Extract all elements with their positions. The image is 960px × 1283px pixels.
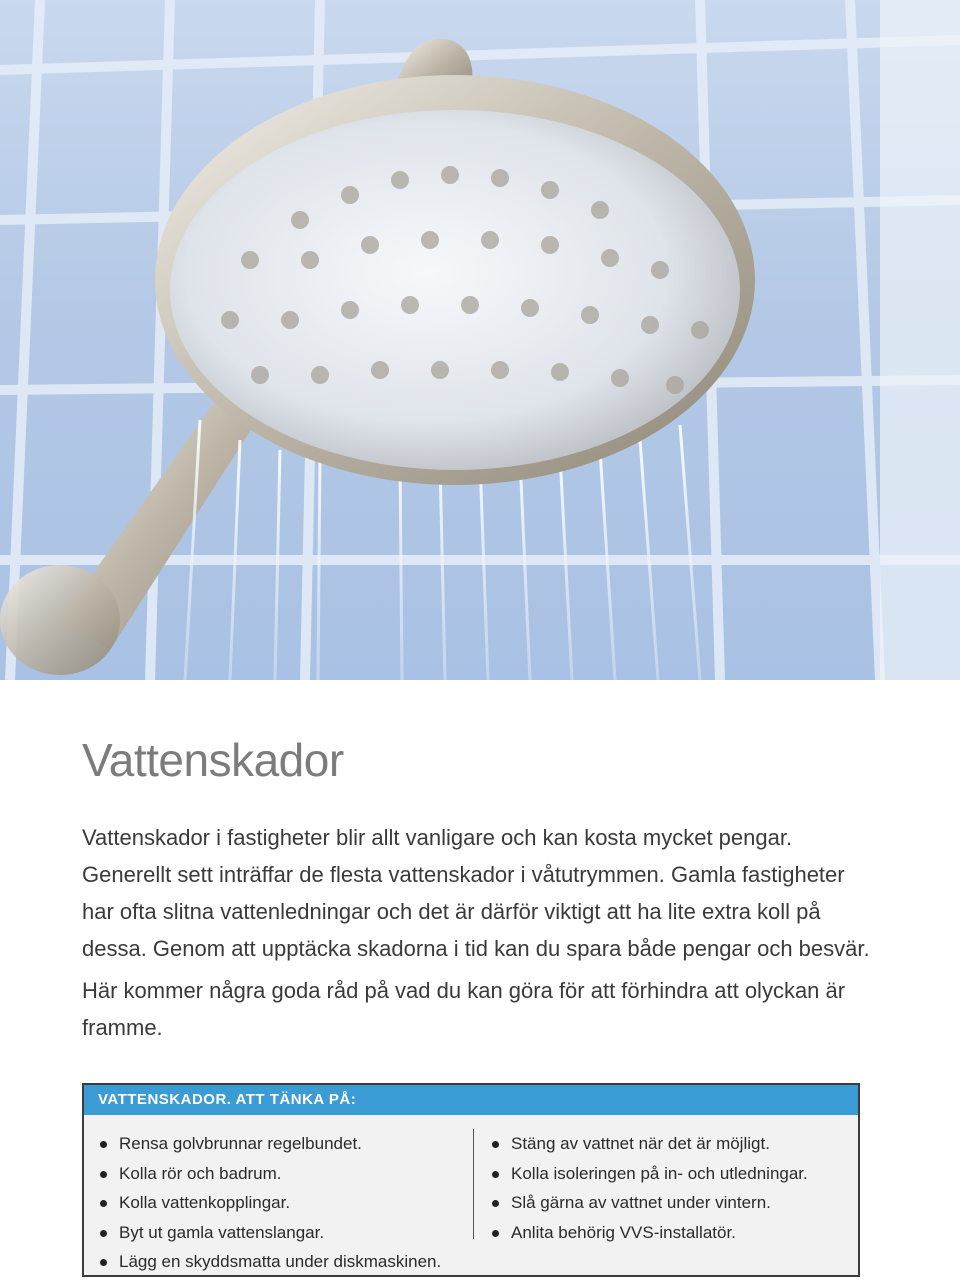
intro-paragraph: Vattenskador i fastigheter blir allt vanligare och kan kosta mycket pengar. Generellt sett inträffar de flesta vattenskador i våtutrymmen. Gamla fastigheter har ofta slitna vattenledningar och det är därför viktigt att ha lite extra koll på dessa. Genom att upptäcka skadorna i tid kan du spara både pengar och besvär.: [82, 825, 870, 961]
list-item: Kolla vattenkopplingar.: [100, 1188, 459, 1218]
shower-head-face: [170, 110, 740, 470]
list-item: Byt ut gamla vattenslangar.: [100, 1218, 459, 1248]
list-item: Lägg en skyddsmatta under diskmaskinen.: [100, 1247, 459, 1277]
list-item: Anlita behörig VVS-installatör.: [492, 1218, 858, 1248]
list-item: Rensa golvbrunnar regelbundet.: [100, 1129, 459, 1159]
article-title: Vattenskador: [82, 734, 344, 786]
tips-columns: [84, 1129, 858, 1277]
article-intro: [82, 819, 882, 1046]
list-item: Slå gärna av vattnet under vintern.: [492, 1188, 858, 1218]
intro-paragraph: Här kommer några goda råd på vad du kan göra för att förhindra att olyckan är framme.: [82, 978, 846, 1040]
list-item: Kolla isoleringen på in- och utledningar.: [492, 1159, 858, 1189]
tips-list-left: [84, 1129, 459, 1277]
tips-list-right: [473, 1129, 858, 1242]
list-item: Stäng av vattnet när det är möjligt.: [492, 1129, 858, 1159]
tips-box-header: VATTENSKADOR. ATT TÄNKA PÅ:: [84, 1085, 858, 1115]
list-item: Kolla rör och badrum.: [100, 1159, 459, 1189]
tips-box: [82, 1083, 860, 1277]
